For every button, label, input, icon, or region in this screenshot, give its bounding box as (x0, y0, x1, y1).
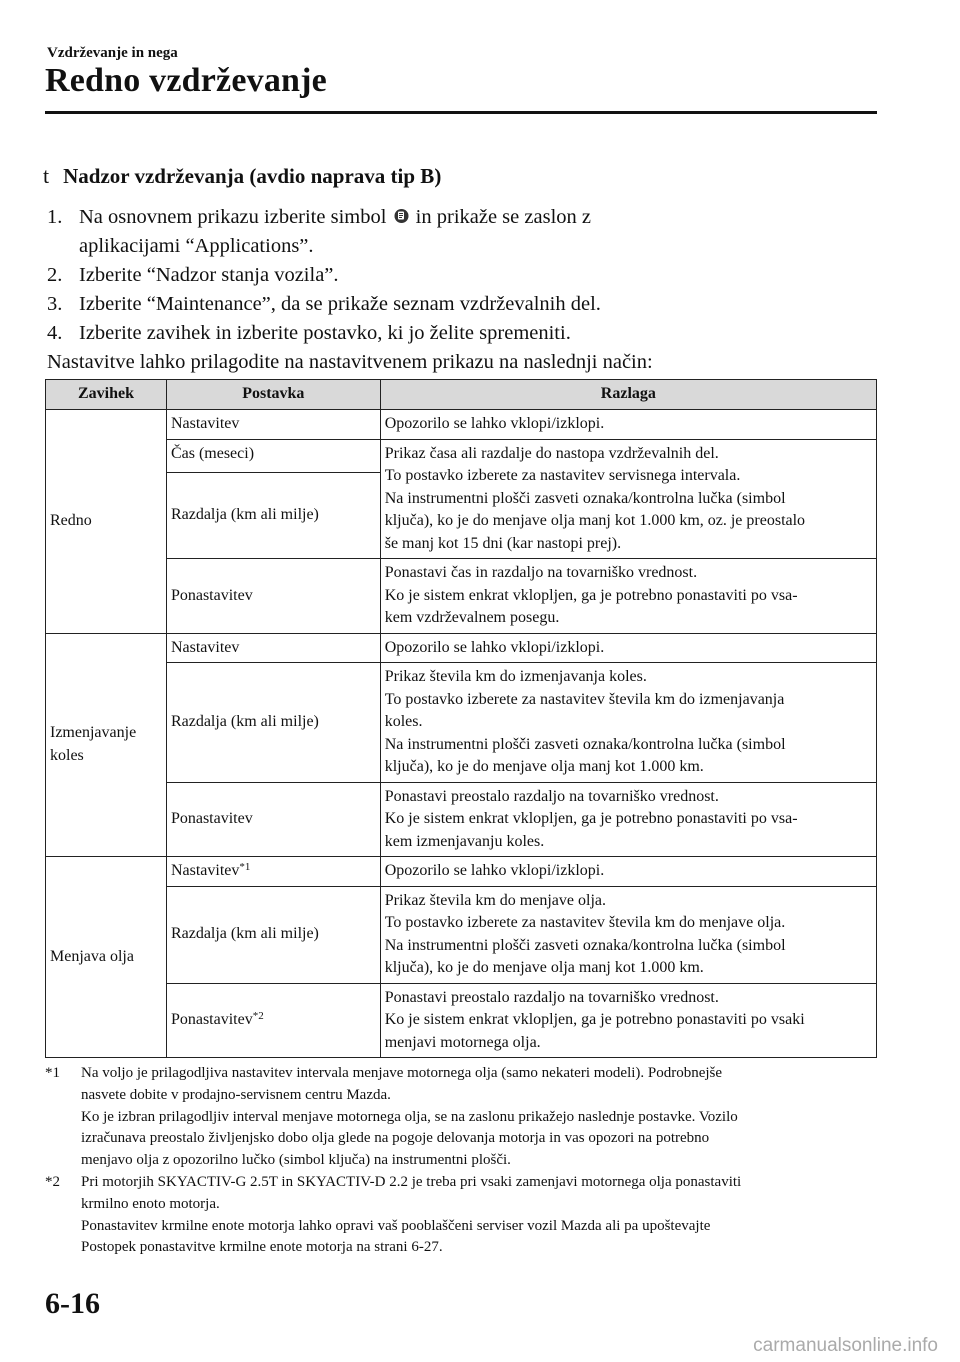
item-cell: Čas (meseci) (166, 439, 380, 473)
step-number: 4. (47, 322, 63, 344)
section-heading (43, 163, 441, 189)
explanation-cell: Opozorilo se lahko vklopi/izklopi. (380, 857, 876, 887)
step-number: 3. (47, 293, 63, 315)
maintenance-table (45, 379, 877, 1058)
title-rule (45, 111, 877, 114)
page-number: 6-16 (45, 1287, 100, 1320)
step-text: Izberite “Maintenance”, da se prikaže seznam vzdrževalnih del. (79, 293, 601, 315)
chapter-label: Vzdrževanje in nega (47, 45, 178, 61)
step-text: Izberite zavihek in izberite postavko, ki jo želite spremeniti. (79, 322, 571, 344)
explanation-cell: Prikaz časa ali razdalje do nastopa vzdrževalnih del. To postavko izberete za nastavitev servisnega intervala. Na instrumentni plošči zasveti oznaka/kontrolna lučka (simbol ključa), ko je do menjave olja manj kot 1.000 km, oz. je preostalo še manj kot 15 dni (kar nastopi prej). (380, 439, 876, 559)
item-cell: Nastavitev (166, 633, 380, 663)
step-number: 2. (47, 264, 63, 286)
footnote-mark: *2 (45, 1173, 60, 1190)
column-header: Postavka (166, 380, 380, 410)
item-cell: Nastavitev$^{*1}$ (166, 857, 380, 887)
item-cell: Ponastavitev$^{*2}$ (166, 983, 380, 1058)
footnote-ref: *1 (239, 861, 251, 873)
step-item (47, 203, 887, 261)
column-header: Razlaga (380, 380, 876, 410)
explanation-cell: Ponastavi preostalo razdaljo na tovarniško vrednost. Ko je sistem enkrat vklopljen, ga je potrebno ponastaviti po vsaki menjavi motornega olja. (380, 983, 876, 1058)
step-text: aplikacijami “Applications”. (79, 235, 314, 257)
step-number: 1. (47, 206, 63, 228)
footnote-ref: *2 (252, 1010, 264, 1022)
tab-cell: Redno (46, 410, 167, 634)
step-text: Izberite “Nadzor stanja vozila”. (79, 264, 339, 286)
footnote: *1 Na voljo je prilagodljiva nastavitev intervala menjave motornega olja (samo nekateri modeli). Podrobnejše nasvete dobite v prodajno-servisnem centru Mazda. Ko je izbran prilagodljiv interval menjave motornega olja, se na zaslonu prikažejo naslednje postavke. Vozilo izračunava preostalo življenjsko dobo olja glede na pogoje delovanja motorja in vas opozori na potrebno menjavo olja z opozorilno lučko (simbol ključa) na instrumentni plošči. (45, 1063, 880, 1172)
section-bullet: t (43, 163, 50, 188)
tab-cell: Menjava olja (46, 857, 167, 1058)
table-row (46, 782, 877, 857)
table-header-row (46, 380, 877, 410)
explanation-cell: Ponastavi čas in razdaljo na tovarniško vrednost. Ko je sistem enkrat vklopljen, ga je potrebno ponastaviti po vsa- kem vzdrževalnem posegu. (380, 559, 876, 634)
step-text: Na osnovnem prikazu izberite simbol (79, 206, 387, 228)
table-row (46, 410, 877, 440)
footnotes (45, 1063, 880, 1259)
section-title: Nadzor vzdrževanja (avdio naprava tip B) (63, 163, 442, 188)
item-cell: Razdalja (km ali milje) (166, 663, 380, 783)
step-item (47, 319, 887, 348)
explanation-cell: Opozorilo se lahko vklopi/izklopi. (380, 410, 876, 440)
table-row (46, 857, 877, 887)
table-row (46, 439, 877, 473)
explanation-cell: Ponastavi preostalo razdaljo na tovarniško vrednost. Ko je sistem enkrat vklopljen, ga je potrebno ponastaviti po vsa- kem izmenjavanju koles. (380, 782, 876, 857)
item-cell: Razdalja (km ali milje) (166, 886, 380, 983)
footnote-mark: *1 (45, 1065, 60, 1081)
item-cell: Nastavitev (166, 410, 380, 440)
footnote: *2 Pri motorjih SKYACTIV-G 2.5T in SKYACTIV-D 2.2 je treba pri vsaki zamenjavi motornega olja ponastaviti krmilno enoto motorja. Ponastavitev krmilne enote motorja lahko opravi vaš pooblaščeni serviser vozil Mazda ali pa upoštevajte Postopek ponastavitve krmilne enote motorja na strani 6-27. (45, 1172, 880, 1259)
item-cell: Ponastavitev (166, 559, 380, 634)
table-row (46, 886, 877, 983)
explanation-cell: Prikaz števila km do izmenjavanja koles. To postavko izberete za nastavitev števila km do izmenjavanja koles. Na instrumentni plošči zasveti oznaka/kontrolna lučka (simbol ključa), ko je do menjave olja manj kot 1.000 km. (380, 663, 876, 783)
column-header: Zavihek (46, 380, 167, 410)
explanation-cell: Prikaz števila km do menjave olja. To postavko izberete za nastavitev števila km do menjave olja. Na instrumentni plošči zasveti oznaka/kontrolna lučka (simbol ključa), ko je do menjave olja manj kot 1.000 km. (380, 886, 876, 983)
step-item (47, 261, 887, 290)
step-item (47, 290, 887, 319)
explanation-cell: Opozorilo se lahko vklopi/izklopi. (380, 633, 876, 663)
table-row (46, 983, 877, 1058)
page-title: Redno vzdrževanje (45, 62, 327, 99)
steps-list (47, 203, 887, 377)
table-row (46, 559, 877, 634)
watermark: carmanualsonline.info (753, 1335, 938, 1356)
table-row (46, 663, 877, 783)
applications-icon (394, 208, 409, 224)
step-text: in prikaže se zaslon z (415, 206, 591, 228)
table-row (46, 633, 877, 663)
intro-text: Nastavitve lahko prilagodite na nastavitvenem prikazu na naslednji način: (47, 351, 653, 373)
item-cell: Razdalja (km ali milje) (166, 473, 380, 559)
item-cell: Ponastavitev (166, 782, 380, 857)
tab-cell: Izmenjavanje koles (46, 633, 167, 857)
